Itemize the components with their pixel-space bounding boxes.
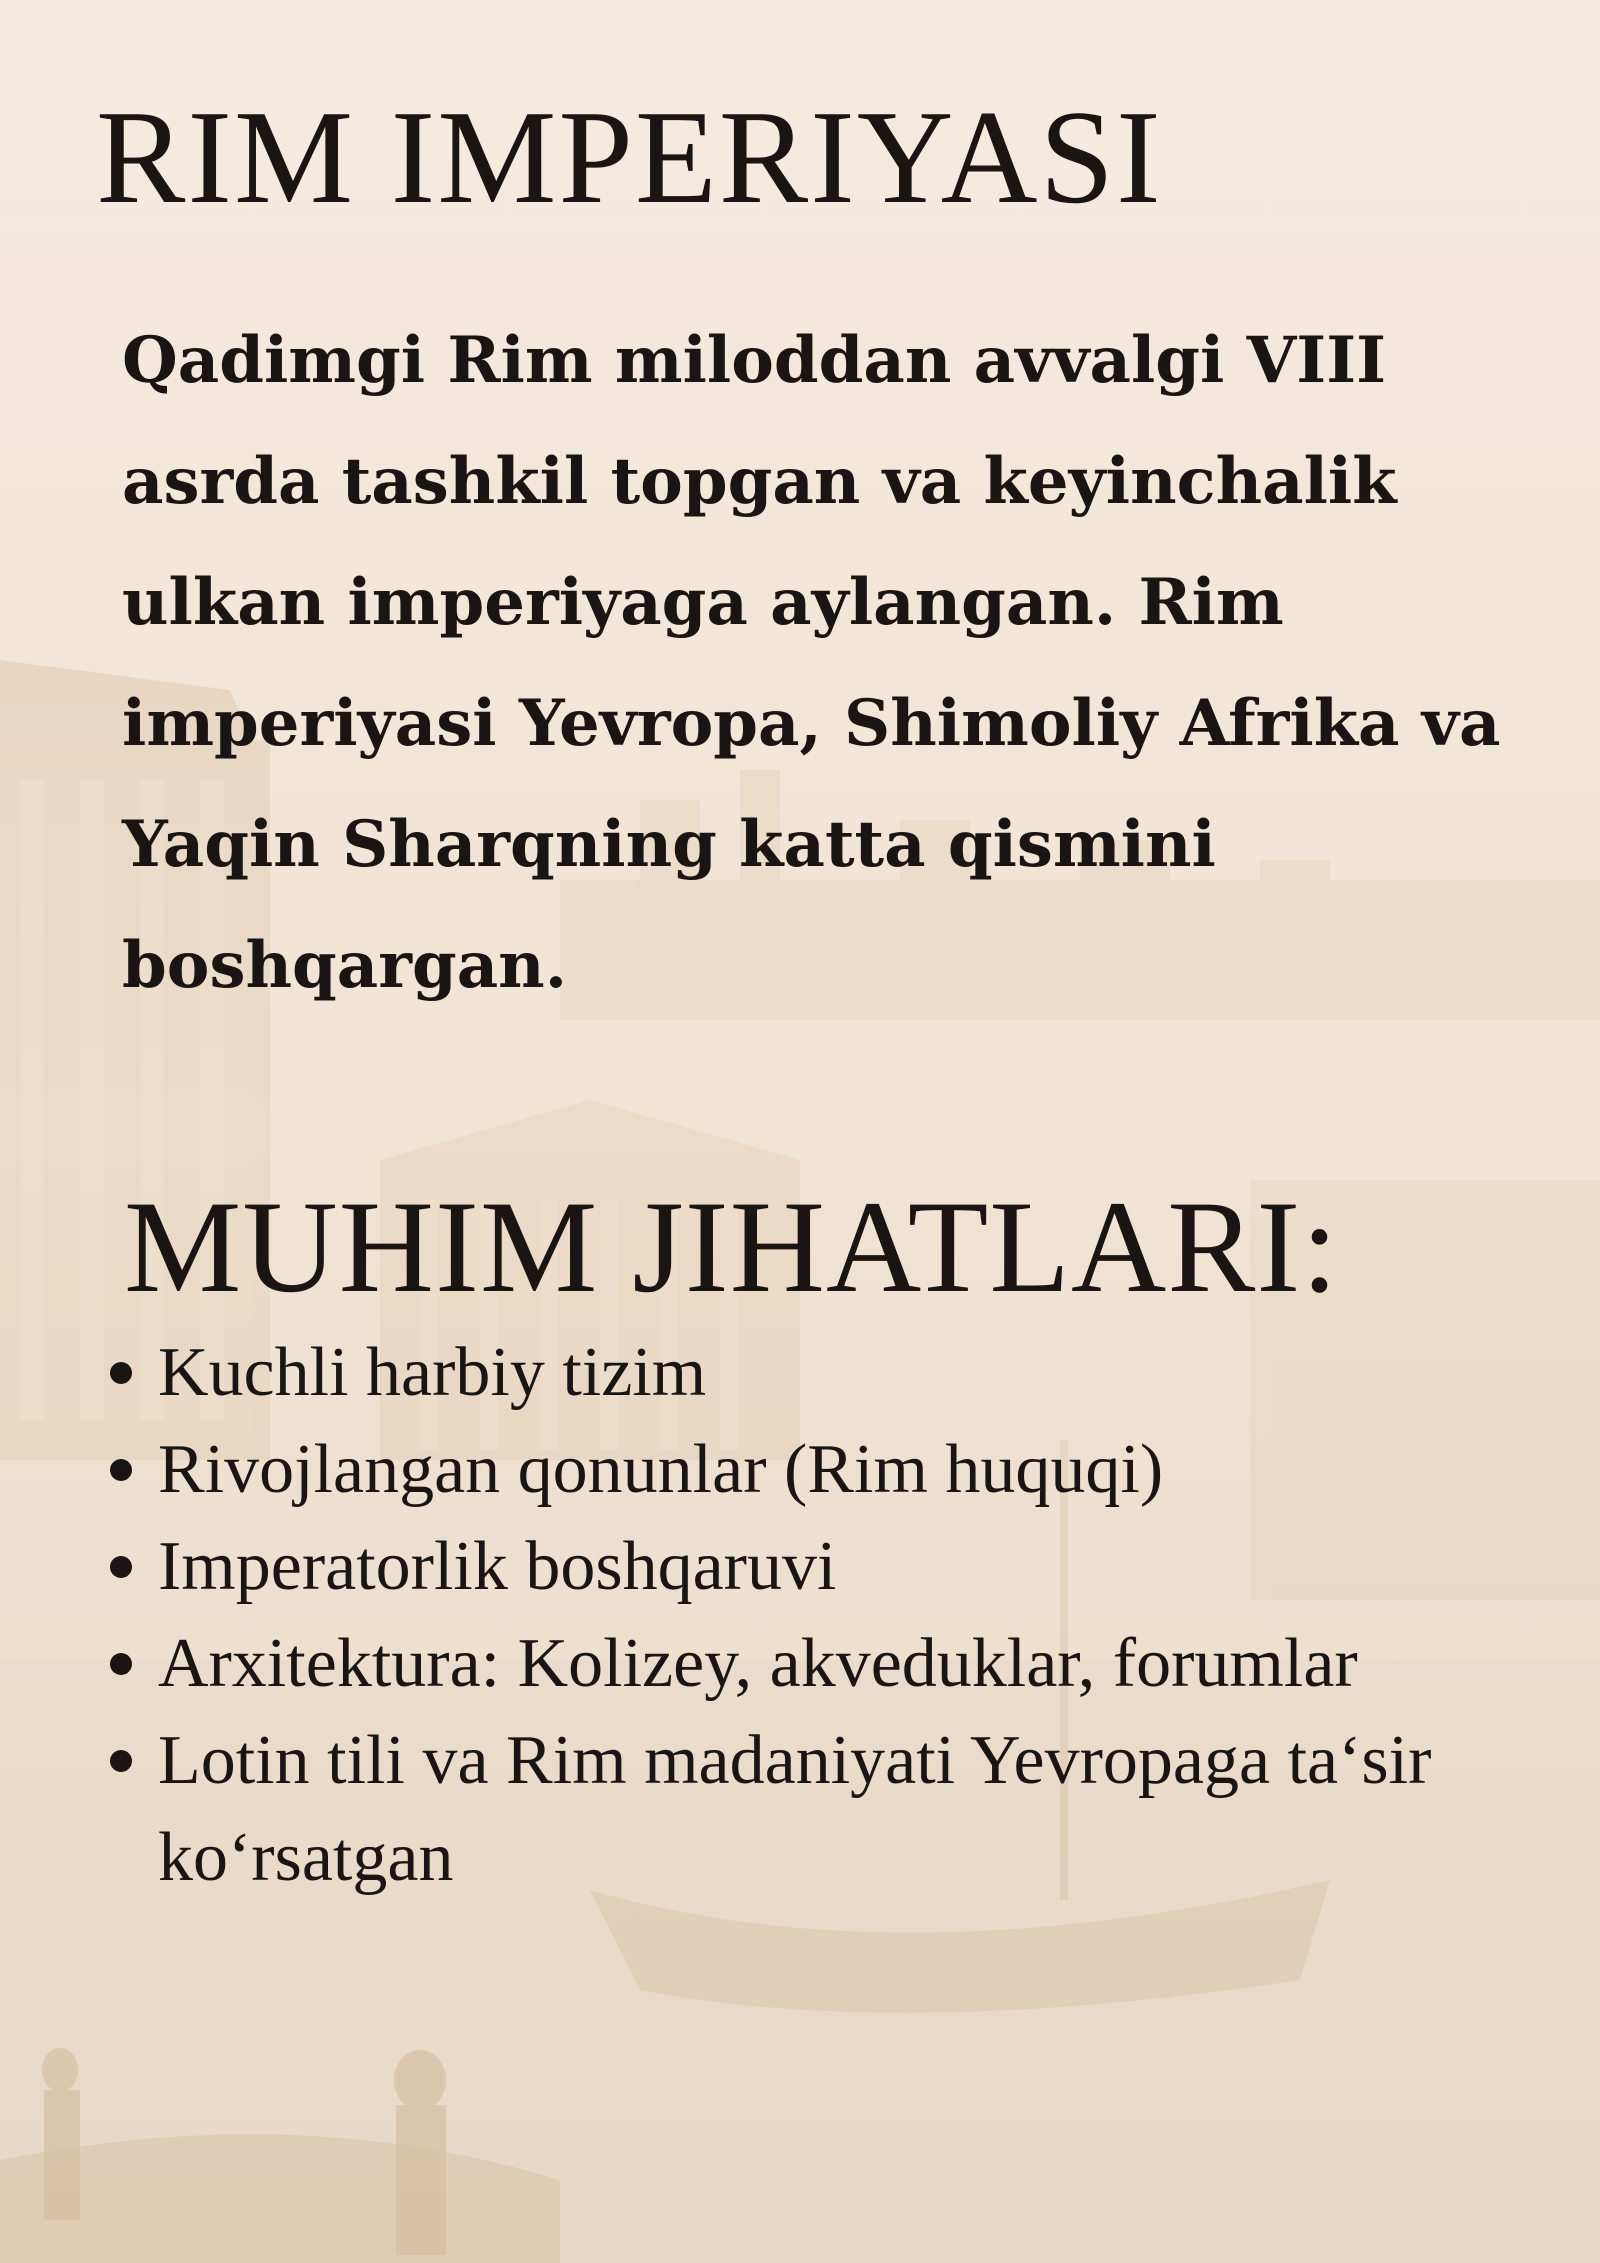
list-item bbox=[110, 1615, 1580, 1712]
list-item bbox=[110, 1712, 1580, 1906]
bullet-icon bbox=[110, 1750, 132, 1772]
list-item-text: Lotin tili va Rim madaniyati Yevropaga ta‘sir ko‘rsatgan bbox=[158, 1722, 1432, 1896]
list-item-text: Rivojlangan qonunlar (Rim huquqi) bbox=[158, 1431, 1164, 1508]
features-list bbox=[110, 1324, 1580, 1906]
section-title: MUHIM JIHATLARI: bbox=[124, 1173, 1339, 1320]
list-item-text: Arxitektura: Kolizey, akveduklar, forumlar bbox=[158, 1625, 1358, 1702]
list-item bbox=[110, 1421, 1580, 1518]
bullet-icon bbox=[110, 1362, 132, 1384]
list-item bbox=[110, 1324, 1580, 1421]
bullet-icon bbox=[110, 1556, 132, 1578]
list-item-text: Imperatorlik boshqaruvi bbox=[158, 1528, 837, 1605]
page-title: RIM IMPERIYASI bbox=[96, 83, 1163, 231]
list-item bbox=[110, 1518, 1580, 1615]
bullet-icon bbox=[110, 1653, 132, 1675]
intro-paragraph: Qadimgi Rim miloddan avvalgi VIII asrda tashkil topgan va keyinchalik ulkan imperiyaga aylangan. Rim imperiyasi Yevropa, Shimoliy Afrika va Yaqin Sharqning katta qismini boshqargan. bbox=[122, 323, 1501, 1003]
bullet-icon bbox=[110, 1459, 132, 1481]
list-item-text: Kuchli harbiy tizim bbox=[158, 1334, 707, 1411]
